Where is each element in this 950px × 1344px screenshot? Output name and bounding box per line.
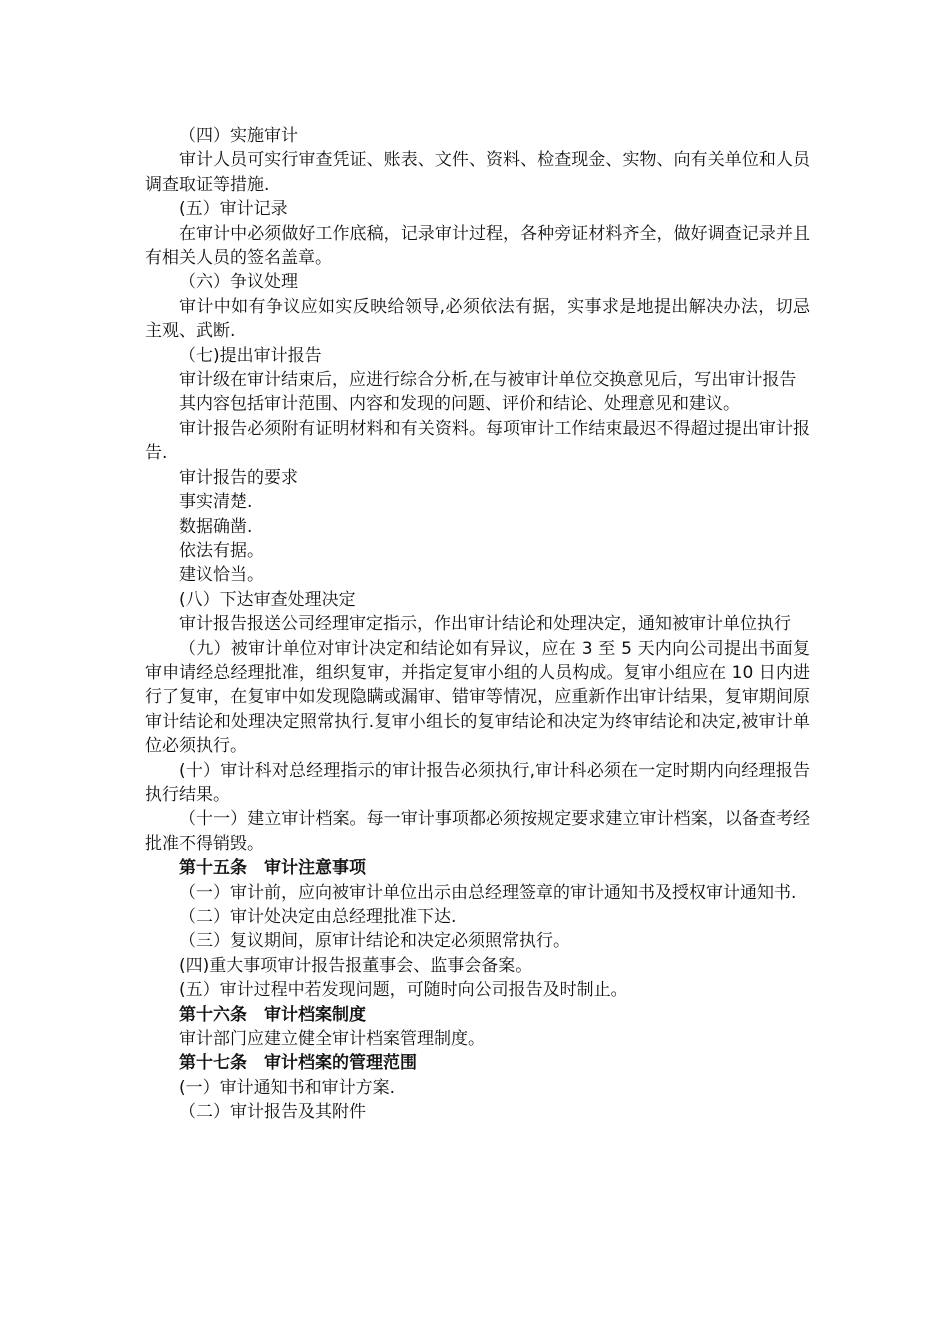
paragraph-requirement-4: 建议恰当。 xyxy=(179,565,264,586)
paragraph-section-11: （十一）建立审计档案。每一审计事项都必须按规定要求建立审计档案，以备查考经批准不得销毁。 xyxy=(145,809,810,854)
paragraph-article-15-item-3: （三）复议期间，原审计结论和决定必须照常执行。 xyxy=(179,931,570,952)
article-17-heading: 第十七条 审计档案的管理范围 xyxy=(179,1053,417,1074)
paragraph-requirement-2: 数据确凿. xyxy=(179,516,253,537)
paragraph-article-15-item-4: (四)重大事项审计报告报董事会、监事会备案。 xyxy=(179,955,533,976)
paragraph-section-10: (十）审计科对总经理指示的审计报告必须执行,审计科必须在一定时期内向经理报告执行结果。 xyxy=(145,760,810,805)
paragraph-section-7-body: 审计级在审计结束后，应进行综合分析,在与被审计单位交换意见后，写出审计报告 xyxy=(179,370,797,391)
paragraph-article-16-body: 审计部门应建立健全审计档案管理制度。 xyxy=(179,1029,485,1050)
paragraph-article-15-item-1: （一）审计前，应向被审计单位出示由总经理签章的审计通知书及授权审计通知书. xyxy=(179,882,797,903)
paragraph-section-8-title: (八）下达审查处理决定 xyxy=(179,589,356,610)
paragraph-section-9: （九）被审计单位对审计决定和结论如有异议，应在 3 至 5 天内向公司提出书面复审申请经总经理批准，组织复审，并指定复审小组的人员构成。复审小组应在 10 日内进行了复审，在复审中如发现隐瞒或漏审、错审等情况，应重新作出审计结果，复审期间原审计结论和处理决定照常执行.复审小组长的复审结论和决定为终审结论和决定,被审计单位必须执行。 xyxy=(145,638,810,757)
paragraph-section-5-title: (五）审计记录 xyxy=(179,199,288,220)
paragraph-article-15-item-2: （二）审计处决定由总经理批准下达. xyxy=(179,907,457,927)
article-16-heading: 第十六条 审计档案制度 xyxy=(179,1004,366,1025)
paragraph-requirement-1: 事实清楚. xyxy=(179,492,253,513)
paragraph-report-content: 其内容包括审计范围、内容和发现的问题、评价和结论、处理意见和建议。 xyxy=(179,394,740,415)
paragraph-section-4-body: 审计人员可实行审查凭证、账表、文件、资料、检查现金、实物、向有关单位和人员调查取证等措施. xyxy=(145,150,810,195)
paragraph-article-17-item-2: （二）审计报告及其附件 xyxy=(179,1102,366,1123)
document-page xyxy=(145,124,810,1125)
paragraph-section-6-body: 审计中如有争议应如实反映给领导,必须依法有据，实事求是地提出解决办法，切忌主观、武断. xyxy=(145,296,810,342)
paragraph-report-attachments: 审计报告必须附有证明材料和有关资料。每项审计工作结束最迟不得超过提出审计报告. xyxy=(145,418,810,464)
paragraph-article-15-item-5: (五）审计过程中若发现问题，可随时向公司报告及时制止。 xyxy=(179,980,628,1001)
paragraph-section-6-title: （六）争议处理 xyxy=(179,272,298,293)
paragraph-report-requirements: 审计报告的要求 xyxy=(179,467,298,488)
paragraph-article-17-item-1: (一）审计通知书和审计方案. xyxy=(179,1077,396,1098)
article-15-heading: 第十五条 审计注意事项 xyxy=(179,858,366,879)
paragraph-section-7-title: （七)提出审计报告 xyxy=(179,345,322,366)
paragraph-section-4-title: （四）实施审计 xyxy=(179,126,298,146)
paragraph-requirement-3: 依法有据。 xyxy=(179,540,264,561)
paragraph-section-8-body: 审计报告报送公司经理审定指示，作出审计结论和处理决定，通知被审计单位执行 xyxy=(179,614,791,635)
paragraph-section-5-body: 在审计中必须做好工作底稿，记录审计过程，各种旁证材料齐全，做好调查记录并且有相关人员的签名盖章。 xyxy=(145,223,810,269)
